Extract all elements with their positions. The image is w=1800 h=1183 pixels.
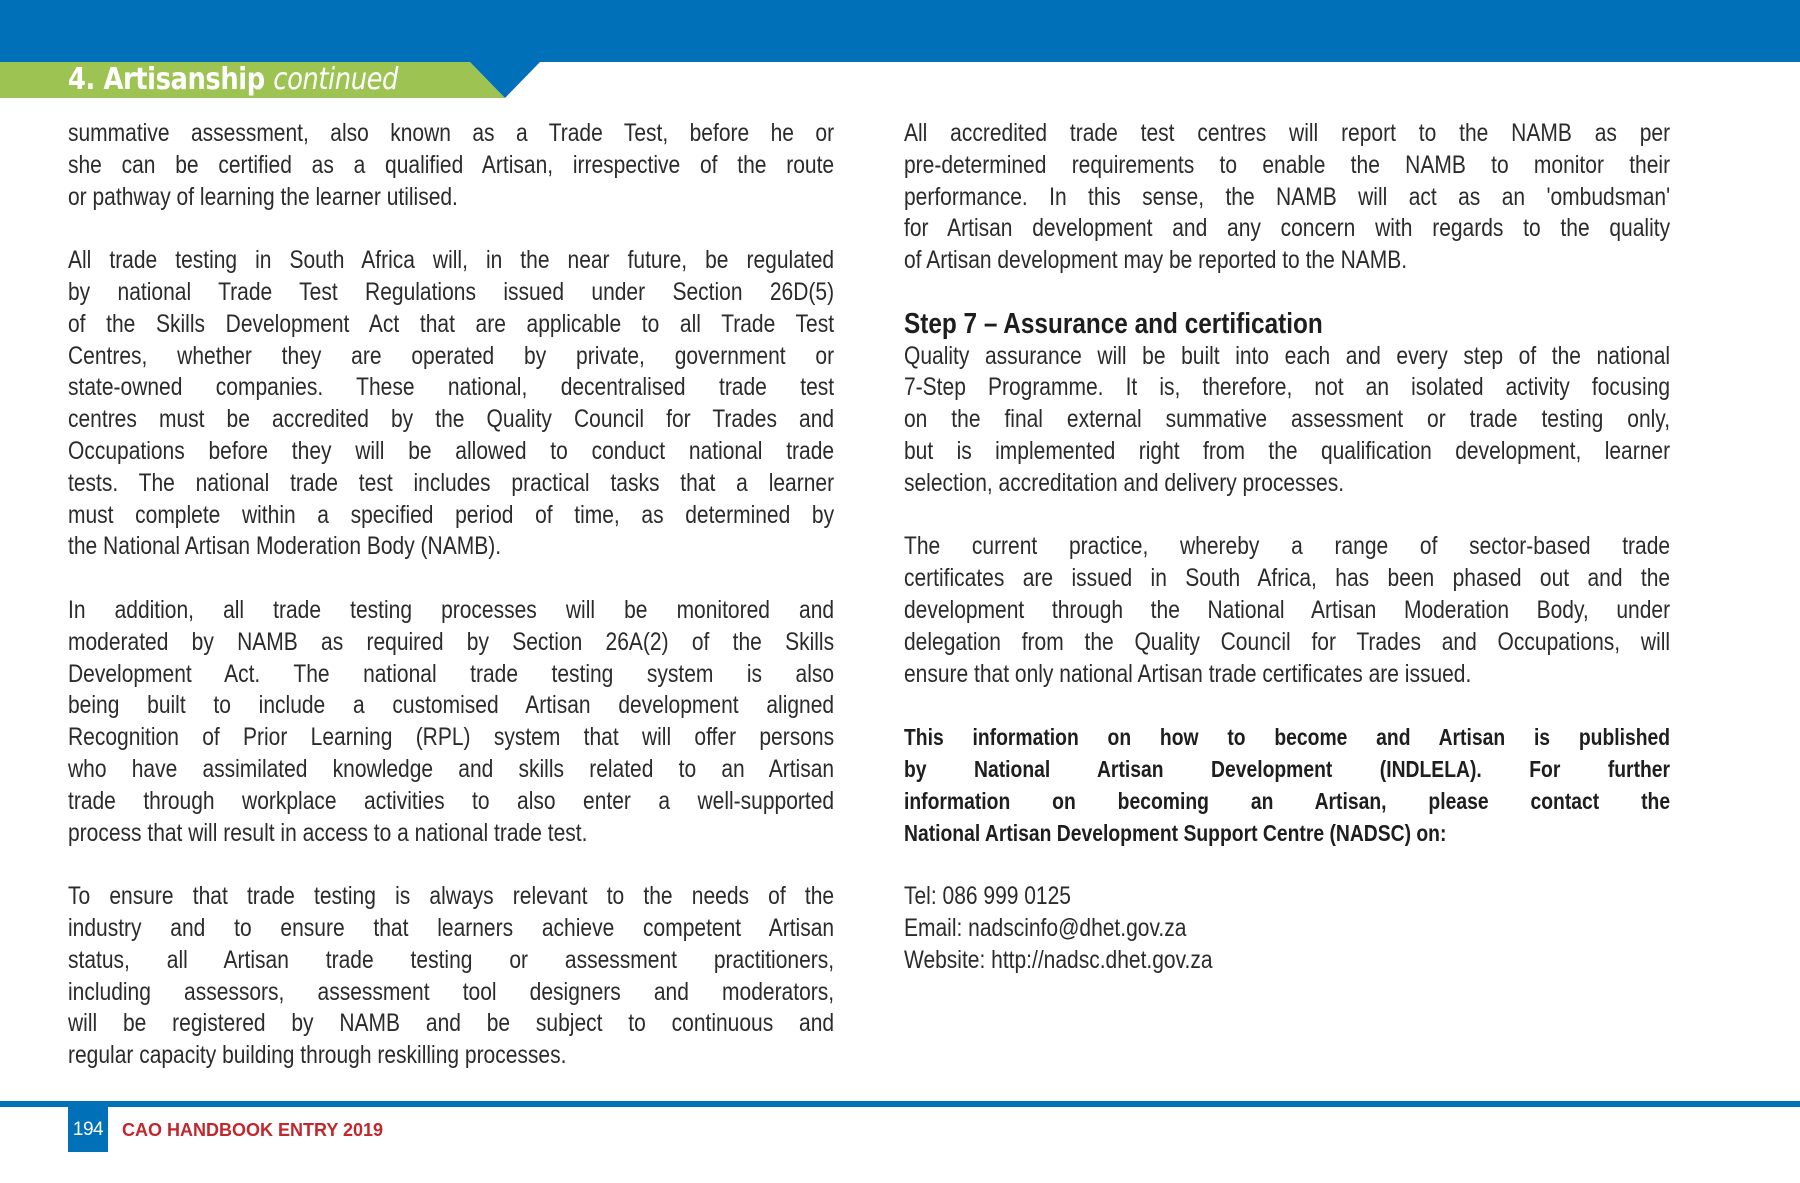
text-line: Recognition of Prior Learning (RPL) system that will offer persons xyxy=(68,723,835,752)
text-line: All accredited trade test centres will report to the NAMB as per xyxy=(904,119,1671,147)
text-line: This information on how to become and Artisan is published xyxy=(904,724,1671,751)
text-line: must complete within a specified period of time, as determined by xyxy=(68,500,835,529)
contact-details xyxy=(904,881,1670,976)
text-line: All trade testing in South Africa will, in the near future, be regulated xyxy=(68,246,835,275)
step-7-heading: Step 7 – Assurance and certification xyxy=(904,307,1323,340)
paragraph-trade-test-intro xyxy=(68,118,834,213)
contact-email-link[interactable]: Email: nadscinfo@dhet.gov.za xyxy=(904,913,1187,942)
text-line: The current practice, whereby a range of sector-based trade xyxy=(904,532,1671,561)
text-line: but is implemented right from the qualification development, learner xyxy=(904,436,1671,465)
paragraph-centre-reporting xyxy=(904,118,1670,277)
text-line: by national Trade Test Regulations issued under Section 26D(5) xyxy=(68,277,835,306)
paragraph-publisher-note xyxy=(904,722,1670,849)
top-banner xyxy=(0,0,1800,62)
text-line: being built to include a customised Artisan development aligned xyxy=(68,691,835,720)
paragraph-trade-test-regulations xyxy=(68,245,834,563)
contact-telephone: Tel: 086 999 0125 xyxy=(904,882,1071,911)
text-line: including assessors, assessment tool designers and moderators, xyxy=(68,977,835,1006)
publication-title: CAO HANDBOOK ENTRY 2019 xyxy=(122,1120,384,1140)
paragraph-quality-assurance xyxy=(904,341,1670,500)
text-line: will be registered by NAMB and be subject to continuous and xyxy=(68,1009,835,1038)
text-line: Centres, whether they are operated by private, government or xyxy=(68,341,835,370)
contact-website-link[interactable]: Website: http://nadsc.dhet.gov.za xyxy=(904,945,1213,974)
text-line: of Artisan development may be reported to the NAMB. xyxy=(904,246,1408,275)
section-title-main: 4. Artisanship xyxy=(68,62,265,97)
text-line: performance. In this sense, the NAMB will act as an 'ombudsman' xyxy=(904,182,1671,211)
paragraph-current-practice xyxy=(904,531,1670,690)
text-line: Occupations before they will be allowed to conduct national trade xyxy=(68,436,835,465)
left-column xyxy=(68,118,834,1104)
text-line: process that will result in access to a national trade test. xyxy=(68,818,588,847)
text-line: Quality assurance will be built into each and every step of the national xyxy=(904,341,1671,370)
text-line: for Artisan development and any concern with regards to the quality xyxy=(904,214,1671,243)
right-column xyxy=(904,118,1670,1008)
text-line: who have assimilated knowledge and skills related to an Artisan xyxy=(68,754,835,783)
text-line: In addition, all trade testing processes will be monitored and xyxy=(68,595,835,624)
text-line: National Artisan Development Support Centre (NADSC) on: xyxy=(904,819,1447,846)
text-line: trade through workplace activities to also enter a well-supported xyxy=(68,786,835,815)
text-line: ensure that only national Artisan trade certificates are issued. xyxy=(904,659,1472,688)
text-line: status, all Artisan trade testing or assessment practitioners, xyxy=(68,945,835,974)
text-line: moderated by NAMB as required by Section 26A(2) of the Skills xyxy=(68,627,835,656)
text-line: she can be certified as a qualified Artisan, irrespective of the route xyxy=(68,150,835,179)
text-line: by National Artisan Development (INDLELA). For further xyxy=(904,755,1671,782)
text-line: To ensure that trade testing is always relevant to the needs of the xyxy=(68,882,835,911)
text-line: centres must be accredited by the Quality Council for Trades and xyxy=(68,405,835,434)
text-line: or pathway of learning the learner utilised. xyxy=(68,182,458,211)
text-line: certificates are issued in South Africa, has been phased out and the xyxy=(904,564,1671,593)
section-title-suffix: continued xyxy=(273,62,399,97)
text-line: 7-Step Programme. It is, therefore, not an isolated activity focusing xyxy=(904,373,1671,402)
text-line: pre-determined requirements to enable the NAMB to monitor their xyxy=(904,150,1671,179)
text-line: of the Skills Development Act that are applicable to all Trade Test xyxy=(68,309,835,338)
paragraph-monitoring-rpl xyxy=(68,595,834,849)
text-line: delegation from the Quality Council for Trades and Occupations, will xyxy=(904,627,1671,656)
text-line: development through the National Artisan Moderation Body, under xyxy=(904,595,1671,624)
footer-rule xyxy=(0,1101,1800,1107)
paragraph-practitioner-registration xyxy=(68,881,834,1072)
text-line: the National Artisan Moderation Body (NAMB). xyxy=(68,532,502,561)
text-line: selection, accreditation and delivery processes. xyxy=(904,468,1345,497)
text-line: Development Act. The national trade testing system is also xyxy=(68,659,835,688)
text-line: on the final external summative assessment or trade testing only, xyxy=(904,405,1671,434)
text-line: regular capacity building through reskilling processes. xyxy=(68,1041,567,1070)
section-title xyxy=(68,60,398,100)
text-line: summative assessment, also known as a Trade Test, before he or xyxy=(68,119,835,147)
text-line: state-owned companies. These national, decentralised trade test xyxy=(68,373,835,402)
page-number-badge: 194 xyxy=(68,1107,108,1152)
text-line: industry and to ensure that learners achieve competent Artisan xyxy=(68,913,835,942)
text-line: tests. The national trade test includes practical tasks that a learner xyxy=(68,468,835,497)
text-line: information on becoming an Artisan, please contact the xyxy=(904,787,1671,814)
